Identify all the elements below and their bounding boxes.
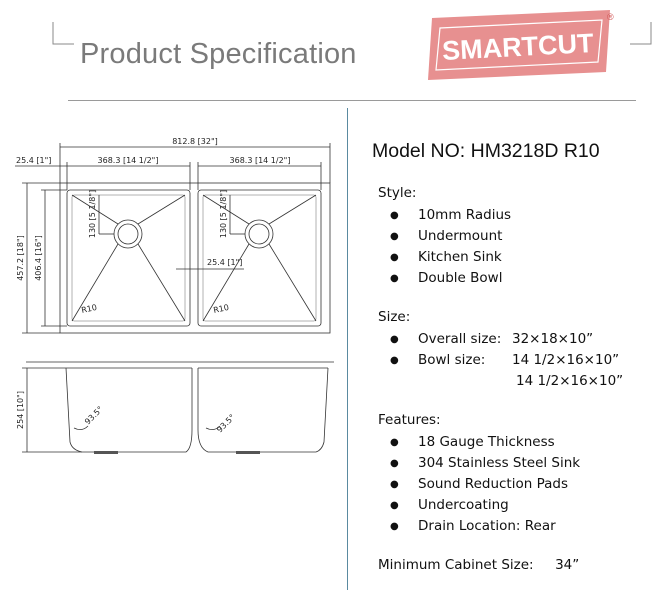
bowl-size-item (372, 350, 662, 371)
list-item: ● 10mm Radius (372, 205, 662, 226)
dim-bowl-width-right: 368.3 [14 1/2"] (229, 156, 291, 165)
style-list (372, 205, 662, 289)
overall-size-value: 32×18×10” (512, 331, 594, 347)
min-cabinet-value: 34” (555, 557, 580, 573)
dim-divider: 25.4 [1"] (207, 258, 243, 267)
radius-label-left: R10 (80, 302, 98, 315)
size-list (372, 329, 662, 371)
smartcut-logo (426, 10, 616, 82)
dim-overall-depth: 457.2 [18"] (16, 235, 25, 281)
spec-panel (372, 140, 662, 573)
list-item: ● Kitchen Sink (372, 247, 662, 268)
dim-bowl-depth: 406.4 [16"] (34, 235, 43, 281)
size-label: Size: (378, 309, 411, 325)
list-item: ● Drain Location: Rear (372, 516, 662, 537)
dim-drain-offset-right: 130 [5 1/8"] (219, 189, 228, 239)
dim-drain-offset-left: 130 [5 1/8"] (88, 189, 97, 239)
dim-overall-width: 812.8 [32"] (172, 137, 218, 146)
bowl-size-key: ● Bowl size: (418, 352, 486, 368)
list-item: ● Undercoating (372, 495, 662, 516)
features-list (372, 432, 662, 537)
logo-registered-mark: ® (607, 12, 614, 22)
logo-text: SMARTCUT (441, 28, 595, 66)
column-divider (347, 108, 348, 590)
list-item: ● 18 Gauge Thickness (372, 432, 662, 453)
left-bowl-profile (66, 368, 192, 452)
style-label: Style: (378, 185, 417, 201)
list-item: ● Undermount (372, 226, 662, 247)
list-item: ● 304 Stainless Steel Sink (372, 453, 662, 474)
radius-label-right: R10 (212, 302, 230, 315)
header-divider (68, 100, 636, 101)
sink-outline-top (60, 183, 330, 333)
overall-size-item (372, 329, 662, 350)
corner-mark-left (52, 22, 76, 46)
model-number: Model NO: HM3218D R10 (372, 140, 600, 162)
dim-height: 254 [10"] (16, 391, 25, 429)
min-cabinet-label: Minimum Cabinet Size: (378, 557, 534, 573)
angle-label-right: 93.5° (215, 412, 237, 435)
overall-size-key: ● Overall size: (418, 331, 502, 347)
right-bowl-profile (198, 368, 328, 452)
bowl-size-value: 14 1/2×16×10” (512, 352, 620, 368)
page-title: Product Specification (80, 38, 357, 70)
sink-technical-drawing (0, 130, 345, 470)
dim-bowl-width-left: 368.3 [14 1/2"] (97, 156, 159, 165)
list-item: ● Double Bowl (372, 268, 662, 289)
min-cabinet-size (378, 557, 662, 573)
features-label: Features: (378, 412, 441, 428)
angle-label-left: 93.5° (83, 404, 105, 427)
list-item: ● Sound Reduction Pads (372, 474, 662, 495)
bowl-size-value-2: 14 1/2×16×10” (516, 373, 624, 389)
corner-mark-right (628, 22, 652, 46)
dim-rim-left: 25.4 [1"] (16, 156, 52, 165)
